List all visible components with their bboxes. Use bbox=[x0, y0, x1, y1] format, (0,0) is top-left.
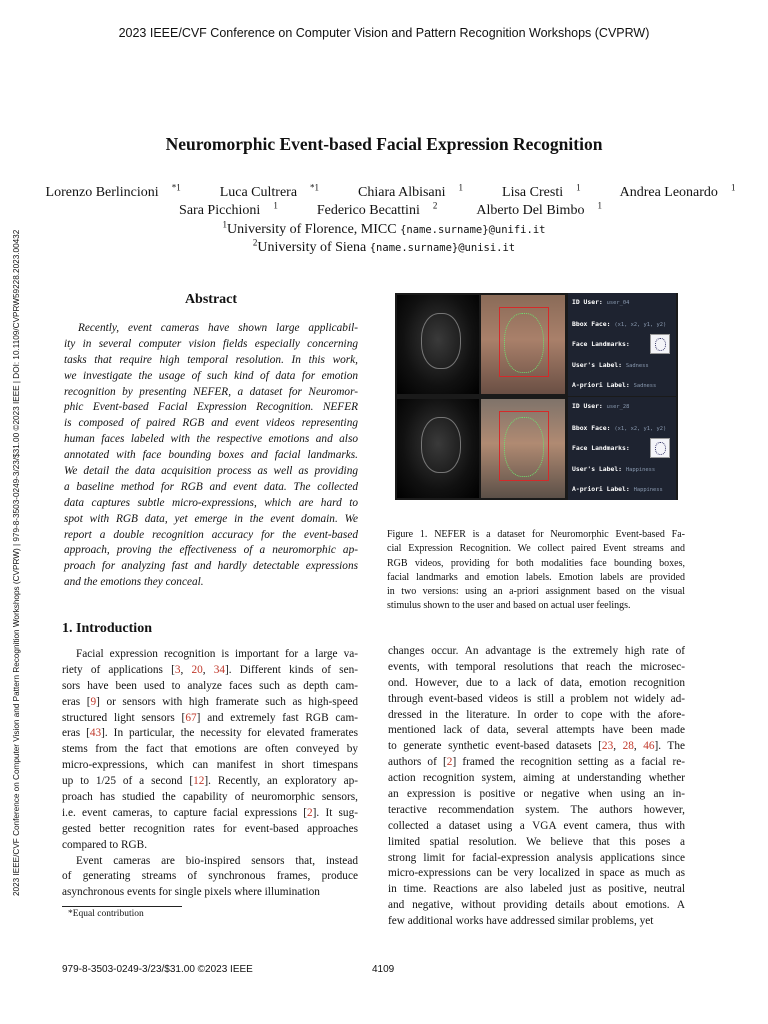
author-name: Alberto Del Bimbo bbox=[476, 203, 585, 218]
text-segment: ]. It sug- bbox=[312, 806, 358, 819]
author bbox=[304, 200, 438, 219]
text-line bbox=[62, 679, 358, 695]
author-name: Lisa Cresti bbox=[502, 185, 564, 200]
text-line: recognition by presenting NEFER, a dataset for Neuromor- bbox=[64, 385, 358, 398]
author-name: Lorenzo Berlincioni bbox=[45, 185, 159, 200]
affiliation-florence bbox=[0, 219, 768, 238]
apriori-label-value: Sadness bbox=[633, 383, 657, 389]
id-user-value: user_28 bbox=[606, 404, 630, 410]
citation-link[interactable]: 67 bbox=[185, 711, 197, 724]
landmarks-label: Face Landmarks: bbox=[572, 340, 630, 348]
text-line: Figure 1. NEFER is a dataset for Neuromorphic Event-based Fa- bbox=[387, 529, 685, 540]
text-line bbox=[388, 660, 685, 676]
text-segment: events, with temporal resolutions that reach the microsec- bbox=[388, 660, 685, 673]
text-segment: micro-expressions, which can manifest in short timespans bbox=[62, 759, 358, 772]
text-segment: Event cameras are bio-inspired sensors that, instead bbox=[76, 854, 358, 867]
bbox-value: (x1, x2, y1, y2) bbox=[614, 426, 667, 432]
text-segment: proach has studied the capability of neuromorphic sensors, bbox=[62, 791, 358, 804]
doi-sidebar: 2023 IEEE/CVF Conference on Computer Vision and Pattern Recognition Workshops (CVPRW) | 979-8-3503-0249-3/23/$31.00 ©2023 IEEE | DOI: 10.1109/CVPRW59228.2023.00432 bbox=[12, 229, 21, 896]
author-affiliation-marker: 1 bbox=[597, 200, 602, 211]
text-line: tasks that require high temporal resolution. In this work, bbox=[64, 353, 358, 366]
text-line bbox=[62, 885, 358, 901]
text-line: phic Event-based Facial Expression Recognition. NEFER bbox=[64, 401, 358, 414]
text-segment: and negative, without providing details about emotions. A bbox=[388, 899, 685, 912]
text-line: and the emotions they conceal. bbox=[64, 576, 204, 589]
text-line bbox=[388, 723, 685, 739]
citation-link[interactable]: 46 bbox=[643, 740, 655, 753]
text-segment: authors of [ bbox=[388, 756, 447, 769]
text-segment: ] and extremely fast RGB cam- bbox=[196, 711, 358, 724]
author-name: Federico Becattini bbox=[316, 203, 420, 218]
text-line bbox=[62, 742, 358, 758]
abstract-heading: Abstract bbox=[184, 292, 238, 307]
text-segment: ]. The bbox=[654, 740, 685, 753]
text-segment: in time. Reactions are also labeled just as positive, neutral bbox=[388, 883, 685, 896]
text-line bbox=[388, 803, 685, 819]
abstract-body bbox=[64, 321, 358, 591]
text-segment: structured light sensors [ bbox=[62, 711, 186, 724]
author-affiliation-marker: 2 bbox=[432, 200, 438, 211]
text-segment: few additional works have addressed similar problems, yet bbox=[388, 915, 654, 928]
text-line bbox=[388, 787, 685, 803]
text-segment: , bbox=[202, 663, 214, 676]
id-user-label: ID User: bbox=[572, 298, 603, 306]
text-line bbox=[388, 692, 685, 708]
citation-link[interactable]: 12 bbox=[193, 775, 205, 788]
author-affiliation-marker: *1 bbox=[171, 182, 181, 193]
figure-row-happiness bbox=[395, 397, 678, 500]
text-line: human faces labeled with the respective emotions and also bbox=[64, 433, 358, 446]
text-line bbox=[388, 819, 685, 835]
text-line bbox=[62, 854, 358, 870]
id-user-label: ID User: bbox=[572, 402, 603, 410]
conference-header: 2023 IEEE/CVF Conference on Computer Vision and Pattern Recognition Workshops (CVPRW) bbox=[118, 26, 650, 40]
text-line: in two versions: using an a-priori assignment based on the visual bbox=[387, 586, 685, 598]
author bbox=[607, 182, 736, 201]
text-line: cial Expression Recognition. We collect paired Event streams and bbox=[387, 543, 685, 555]
author bbox=[207, 182, 320, 201]
figure-1-caption bbox=[387, 528, 685, 614]
text-line: ity in several computer vision fields especially concerning bbox=[64, 337, 358, 350]
text-segment: limited spatial resolution. We believe that this poses a bbox=[388, 835, 685, 848]
author bbox=[463, 200, 602, 219]
text-segment: through event-based videos is still a problem not widely ad- bbox=[388, 692, 685, 705]
author-name: Chiara Albisani bbox=[358, 185, 446, 200]
text-line bbox=[62, 663, 358, 679]
text-segment: changes occur. An advantage is the extremely high rate of bbox=[388, 645, 685, 657]
text-segment: compared to RGB. bbox=[62, 838, 148, 851]
author bbox=[33, 182, 181, 201]
text-segment: , bbox=[613, 740, 623, 753]
citation-link[interactable]: 28 bbox=[622, 740, 634, 753]
text-line bbox=[62, 758, 358, 774]
text-segment: micro-expressions can be very localized in space as much as bbox=[388, 867, 685, 880]
text-segment: an expression is positive or negative when using an in- bbox=[388, 788, 685, 801]
user-label-key: User's Label: bbox=[572, 361, 623, 369]
intro-right-column bbox=[388, 644, 685, 930]
text-segment: up to 1/25 of a second [ bbox=[62, 775, 194, 788]
text-line bbox=[62, 790, 358, 806]
text-line bbox=[62, 822, 358, 838]
author-affiliation-marker: 1 bbox=[576, 182, 581, 193]
text-segment: dressed in the literature. In order to cope with the afore- bbox=[388, 708, 685, 721]
text-line: data captures subtle micro-expressions, which are hard to bbox=[64, 496, 358, 509]
text-line bbox=[62, 838, 358, 854]
citation-link[interactable]: 2 bbox=[446, 756, 453, 769]
text-segment: eras [ bbox=[62, 695, 91, 708]
author-name: Sara Picchioni bbox=[179, 203, 261, 218]
citation-link[interactable]: 3 bbox=[174, 663, 181, 676]
text-segment: stems from the fact that emotions are often conveyed by bbox=[62, 743, 358, 756]
landmarks-label: Face Landmarks: bbox=[572, 444, 630, 452]
text-line bbox=[62, 869, 358, 885]
section-heading-introduction: 1. Introduction bbox=[62, 621, 152, 636]
user-label-key: User's Label: bbox=[572, 465, 623, 473]
text-line: stimulus shown to the user and based on actual user feelings. bbox=[387, 600, 631, 612]
rgb-face-image bbox=[481, 295, 565, 394]
text-line bbox=[388, 851, 685, 867]
author bbox=[345, 182, 464, 201]
text-segment: , bbox=[633, 740, 644, 753]
landmarks-thumbnail bbox=[650, 334, 670, 354]
citation-link[interactable]: 43 bbox=[89, 727, 102, 740]
event-frame-image bbox=[397, 399, 479, 498]
authors-line-1 bbox=[0, 182, 768, 201]
citation-link[interactable]: 34 bbox=[213, 663, 225, 676]
author-affiliation-marker: 1 bbox=[458, 182, 464, 193]
text-line bbox=[62, 711, 358, 727]
apriori-label-value: Happiness bbox=[633, 487, 663, 493]
text-line bbox=[62, 726, 358, 742]
text-line: Recently, event cameras have shown large applicabil- bbox=[78, 322, 358, 334]
citation-link[interactable]: 9 bbox=[90, 695, 97, 708]
author-name: Andrea Leonardo bbox=[619, 185, 718, 200]
text-line bbox=[62, 806, 358, 822]
footnote-rule bbox=[62, 906, 182, 907]
text-line: RGB videos, providing for both modalities face bounding boxes, bbox=[387, 557, 685, 569]
text-line bbox=[388, 771, 685, 787]
paper-title: Neuromorphic Event-based Facial Expression Recognition bbox=[165, 134, 603, 154]
text-line: we investigate the usage of such kind of data for emotion bbox=[64, 369, 358, 382]
text-segment: eras [ bbox=[62, 727, 90, 740]
citation-link[interactable]: 23 bbox=[601, 740, 614, 753]
text-line: approach, proving the effectiveness of a neuromorphic ap- bbox=[64, 544, 358, 557]
figure-row-sadness bbox=[395, 293, 678, 396]
event-frame-image bbox=[397, 295, 479, 394]
text-line bbox=[388, 882, 685, 898]
page-number: 4109 bbox=[372, 964, 395, 975]
text-segment: asynchronous events for single pixels where illumination bbox=[62, 886, 320, 899]
text-line bbox=[62, 695, 358, 711]
text-segment: mentioned lack of data, several attempts have been made bbox=[388, 724, 685, 737]
text-segment: gested better recognition rates for event-based approaches bbox=[62, 822, 358, 835]
annotation-panel bbox=[568, 397, 676, 500]
text-segment: ]. Different kinds of sen- bbox=[225, 663, 358, 676]
footnote-equal-contribution: *Equal contribution bbox=[68, 909, 144, 919]
user-label-value: Sadness bbox=[625, 363, 649, 369]
text-line: We detail the data acquisition process as well as providing bbox=[64, 465, 358, 478]
bbox-label: Bbox Face: bbox=[572, 320, 611, 328]
text-line: proach for analyzing fast and hardly detectable expressions bbox=[64, 560, 358, 573]
text-line bbox=[388, 914, 685, 930]
text-segment: Facial expression recognition is important for a large va- bbox=[76, 648, 358, 660]
text-segment: , bbox=[180, 663, 192, 676]
affiliation-email: {name.surname}@unisi.it bbox=[369, 242, 516, 254]
text-line: spot with RGB data, yet emerge in the event domain. We bbox=[64, 512, 358, 525]
text-line: report a double recognition accuracy for the event-based bbox=[64, 528, 358, 541]
id-user-value: user_04 bbox=[606, 300, 630, 306]
text-line bbox=[388, 866, 685, 882]
affiliation-siena bbox=[0, 237, 768, 256]
footer-copyright: 979-8-3503-0249-3/23/$31.00 ©2023 IEEE bbox=[62, 964, 253, 975]
text-line bbox=[62, 774, 358, 790]
text-segment: teractive recommendation system. The authors however, bbox=[388, 803, 685, 816]
author-affiliation-marker: 1 bbox=[273, 200, 278, 211]
figure-1 bbox=[395, 293, 678, 500]
text-line: annotated with face bounding boxes and facial landmarks. bbox=[64, 449, 358, 462]
bbox-value: (x1, x2, y1, y2) bbox=[614, 322, 667, 328]
text-segment: i.e. event cameras, to capture facial expressions [ bbox=[62, 806, 308, 819]
text-segment: ]. In particular, the necessity for elevated framerates bbox=[101, 727, 358, 740]
text-segment: action recognition system, aiming at understanding whether bbox=[388, 772, 685, 785]
annotation-panel bbox=[568, 293, 676, 396]
text-line bbox=[388, 835, 685, 851]
text-segment: ] or sensors with high framerate such as high-speed bbox=[96, 695, 358, 708]
text-line bbox=[388, 708, 685, 724]
text-line bbox=[62, 647, 358, 663]
user-label-value: Happiness bbox=[625, 467, 656, 473]
landmarks-thumbnail bbox=[650, 438, 670, 458]
author bbox=[166, 200, 278, 219]
text-segment: collected a dataset using a VGA event camera, thus with bbox=[388, 819, 685, 832]
author-affiliation-marker: *1 bbox=[310, 182, 320, 193]
affiliation-email: {name.surname}@unifi.it bbox=[400, 224, 546, 236]
text-segment: ]. Recently, an exploratory ap- bbox=[204, 775, 358, 788]
text-segment: strong limit for facial-expression analysis applications since bbox=[388, 851, 685, 864]
author-affiliation-marker: 1 bbox=[730, 182, 736, 193]
author-name: Luca Cultrera bbox=[219, 185, 298, 200]
text-line: is composed of paired RGB and event videos representing bbox=[64, 417, 358, 430]
text-segment: riety of applications [ bbox=[62, 663, 175, 676]
authors-line-2 bbox=[0, 200, 768, 219]
affiliation-marker: 1 bbox=[222, 219, 228, 230]
text-segment: sors have been used to analyze faces such as depth cam- bbox=[62, 679, 358, 692]
citation-link[interactable]: 2 bbox=[307, 806, 313, 819]
affiliation-name: University of Siena bbox=[257, 240, 367, 255]
text-segment: ] framed the recognition setting as a facial re- bbox=[452, 756, 685, 769]
author bbox=[489, 182, 581, 201]
apriori-label-key: A-priori Label: bbox=[572, 485, 630, 493]
affiliation-marker: 2 bbox=[252, 237, 258, 248]
affiliation-name: University of Florence, MICC bbox=[227, 222, 397, 237]
bbox-label: Bbox Face: bbox=[572, 424, 611, 432]
text-line bbox=[388, 755, 685, 771]
text-line: facial landmarks and emotion labels. Emotion labels are provided bbox=[387, 571, 685, 583]
text-segment: of generating streams of synchronous frames, produce bbox=[62, 870, 358, 883]
apriori-label-key: A-priori Label: bbox=[572, 381, 630, 389]
text-line bbox=[388, 676, 685, 692]
text-line: a baseline method for RGB and event data. The collected bbox=[64, 480, 358, 493]
rgb-face-image bbox=[481, 399, 565, 498]
text-line bbox=[388, 644, 685, 660]
text-line bbox=[388, 739, 685, 755]
citation-link[interactable]: 20 bbox=[191, 663, 203, 676]
text-line bbox=[388, 898, 685, 914]
intro-left-column bbox=[62, 647, 358, 901]
text-segment: ond. However, due to a lack of data, emotion recognition bbox=[388, 676, 685, 689]
text-segment: to generate synthetic event-based datasets [ bbox=[388, 740, 602, 753]
